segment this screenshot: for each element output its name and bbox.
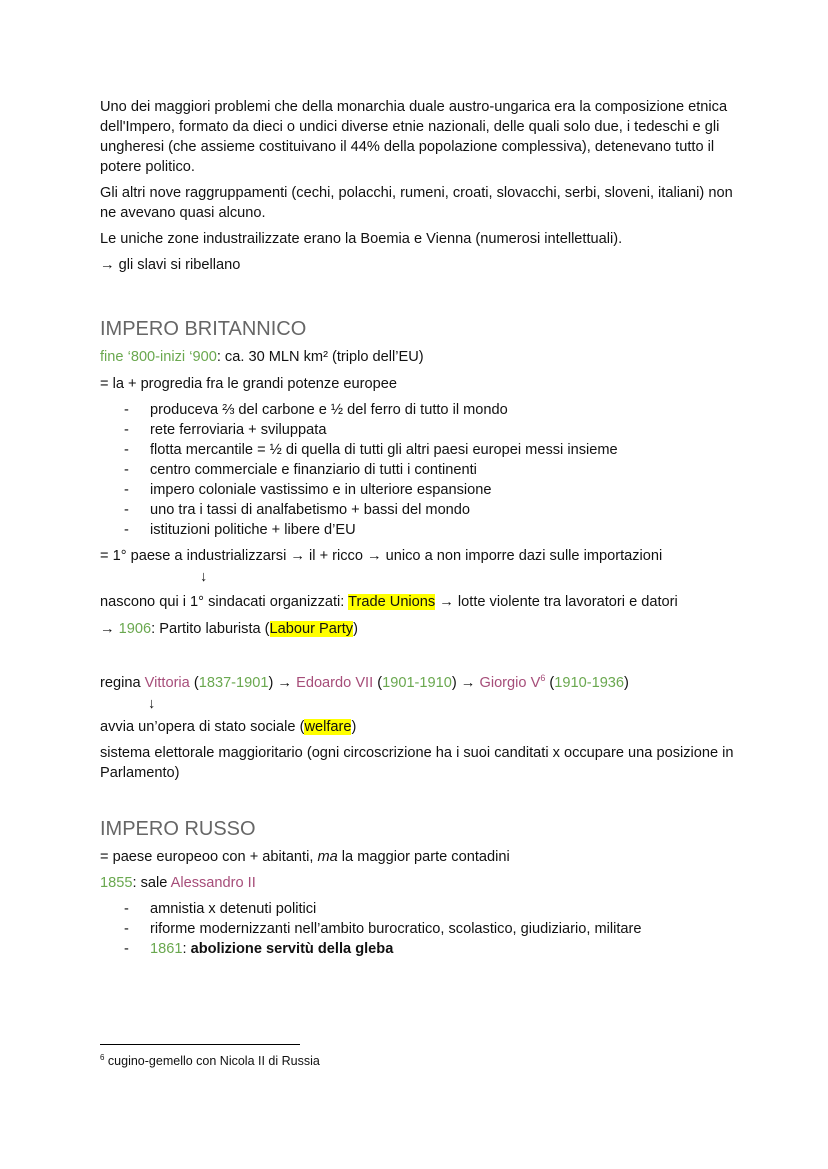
accession-text: : sale	[132, 875, 171, 891]
labour-mid: : Partito laburista (	[151, 621, 270, 637]
russia-bullet-list	[100, 899, 740, 959]
welfare-line	[100, 717, 740, 737]
list-item: - istituzioni politiche + libere d’EU	[100, 520, 740, 540]
russia-summary-italic: ma	[317, 849, 338, 865]
reign-paren: (	[545, 675, 555, 691]
labour-year: 1906	[118, 621, 152, 637]
russia-summary	[100, 847, 740, 867]
accession-year: 1855	[100, 875, 133, 891]
reign-paren: (	[189, 675, 199, 691]
austria-paragraph-3: Le uniche zone industrailizzate erano la Boemia e Vienna (numerosi intellettuali).	[100, 231, 623, 247]
austria-paragraph-2: Gli altri nove raggruppamenti (cechi, polacchi, rumeni, croati, slovacchi, serbi, sloveni, italiani) non ne avevano quasi alcuno.	[100, 185, 733, 221]
serfdom-year: 1861	[150, 941, 183, 957]
list-item: - centro commerciale e finanziario di tutti i continenti	[100, 460, 740, 480]
labour-party-highlight: Labour Party	[269, 621, 354, 637]
serfdom-sep: :	[182, 941, 191, 957]
russia-heading: IMPERO RUSSO	[100, 818, 256, 840]
list-item: - impero coloniale vastissimo e in ulteriore espansione	[100, 480, 740, 500]
trade-unions-line	[100, 592, 740, 612]
document-page	[100, 97, 740, 965]
welfare-end: )	[351, 719, 357, 735]
footnote-divider	[100, 1044, 300, 1045]
footnote-reference[interactable]: 6	[540, 673, 546, 684]
welfare-pre: avvia un’opera di stato sociale (	[100, 719, 305, 735]
britain-bullet-list	[100, 400, 740, 540]
monarch-victoria: Vittoria	[144, 675, 190, 691]
footnote-text: cugino-gemello con Nicola II di Russia	[104, 1054, 320, 1068]
list-item: - rete ferroviaria + sviluppata	[100, 420, 740, 440]
britain-section	[100, 317, 740, 783]
austria-paragraph-1: Uno dei maggiori problemi che della monarchia duale austro-ungarica era la composizione etnica dell'Impero, formato da dieci o undici diverse etnie nazionali, delle quali solo due, i tedeschi e gli ungheresi (che assieme costituivano il 44% della popolazione complessiva), detenevano tutto il potere politico.	[100, 99, 728, 175]
serfdom-abolition: abolizione servitù della gleba	[190, 941, 394, 957]
list-item: - riforme modernizzanti nell’ambito burocratico, scolastico, giudiziario, militare	[100, 919, 740, 939]
reign-years-victoria: 1837-1901	[198, 675, 269, 691]
trade-unions-post: → lotte violente tra lavoratori e datori	[435, 594, 678, 610]
list-item: - flotta mercantile = ½ di quella di tutti gli altri paesi europei messi insieme	[100, 440, 740, 460]
trade-unions-highlight: Trade Unions	[348, 594, 436, 610]
monarch-george: Giorgio V	[479, 675, 541, 691]
reign-years-george: 1910-1936	[554, 675, 625, 691]
labour-party-line	[100, 619, 740, 639]
reign-paren: )	[624, 675, 629, 691]
footnote	[100, 1052, 320, 1070]
britain-period: fine ‘800-inizi ‘900	[100, 349, 217, 365]
tsar-name: Alessandro II	[170, 875, 256, 891]
britain-period-rest: : ca. 30 MLN km² (triplo dell’EU)	[216, 349, 424, 365]
labour-end: )	[353, 621, 358, 637]
labour-arrow: →	[100, 621, 119, 637]
list-item: - produceva ⅔ del carbone e ½ del ferro di tutto il mondo	[100, 400, 740, 420]
footnote-number: 6	[100, 1052, 105, 1062]
tsar-accession-line	[100, 873, 740, 893]
reign-line	[100, 673, 740, 693]
monarch-edward: Edoardo VII	[296, 675, 374, 691]
electoral-system-paragraph: sistema elettorale maggioritario (ogni circoscrizione ha i suoi canditati x occupare una posizione in Parlamento)	[100, 745, 734, 781]
reign-prefix: regina	[100, 675, 145, 691]
reign-arrow: ) →	[451, 675, 480, 691]
britain-summary: = la + progredia fra le grandi potenze europee	[100, 376, 397, 392]
austria-conclusion: → gli slavi si ribellano	[100, 257, 241, 273]
reign-paren: (	[373, 675, 383, 691]
list-item: - amnistia x detenuti politici	[100, 899, 740, 919]
russia-summary-pre: = paese europeoo con + abitanti,	[100, 849, 318, 865]
welfare-highlight: welfare	[304, 719, 352, 735]
russia-summary-post: la maggior parte contadini	[337, 849, 510, 865]
list-item: - uno tra i tassi di analfabetismo + bassi del mondo	[100, 500, 740, 520]
austria-section	[100, 97, 740, 275]
britain-period-line	[100, 347, 740, 367]
russia-section	[100, 817, 740, 959]
britain-heading: IMPERO BRITANNICO	[100, 318, 307, 340]
down-arrow-icon: ↓	[148, 696, 156, 712]
britain-industrial-line: = 1° paese a industrializzarsi → il + ricco → unico a non imporre dazi sulle importazioni	[100, 548, 663, 564]
reign-arrow: ) →	[268, 675, 297, 691]
reign-years-edward: 1901-1910	[382, 675, 452, 691]
trade-unions-pre: nascono qui i 1° sindacati organizzati:	[100, 594, 349, 610]
list-item	[100, 939, 740, 959]
down-arrow-icon: ↓	[200, 569, 208, 585]
